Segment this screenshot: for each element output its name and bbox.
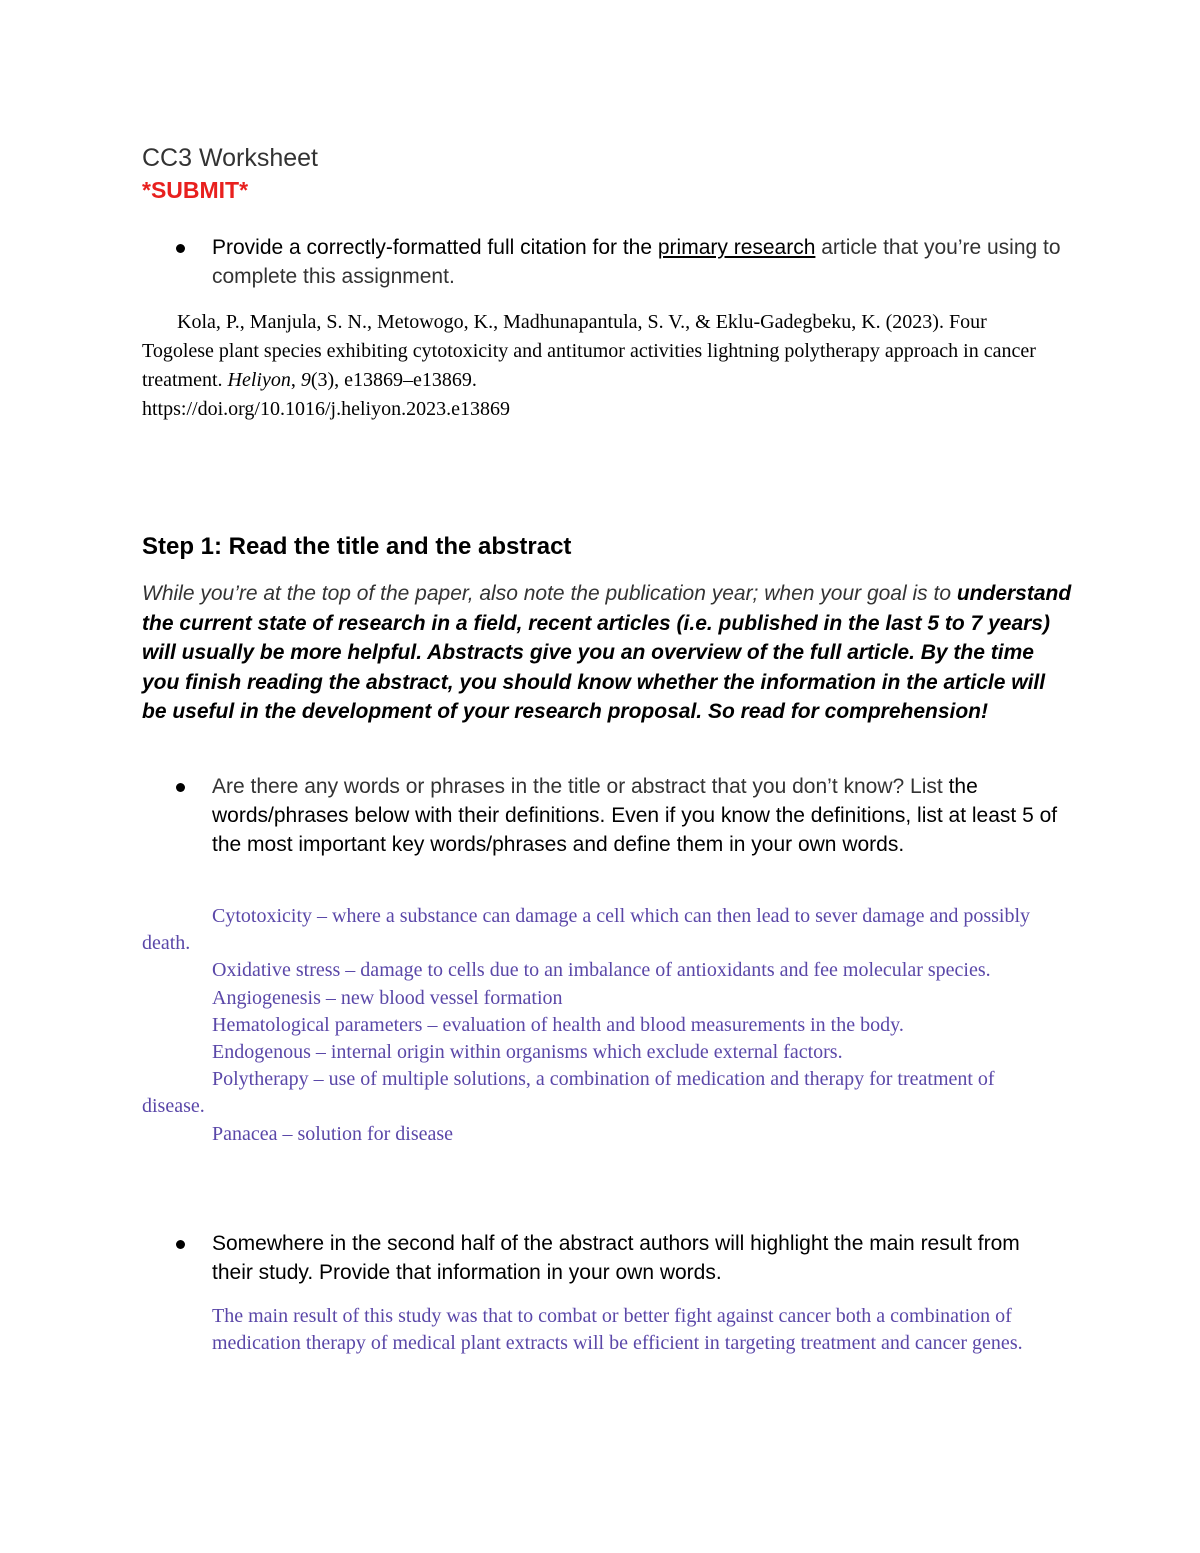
citation-text — [142, 308, 1042, 395]
citation-journal: Heliyon — [227, 369, 291, 391]
definition-text: Hematological parameters – evaluation of health and blood measurements in the body. — [212, 1013, 904, 1036]
definition-item — [142, 1039, 1062, 1066]
definition-item — [142, 903, 1062, 957]
definition-text: Cytotoxicity – where a substance can damage a cell which can then lead to sever damage and possibly death. — [142, 905, 1031, 955]
bullet-icon — [176, 244, 185, 253]
step1-heading: Step 1: Read the title and the abstract — [142, 533, 572, 560]
citation-volume: 9 — [300, 369, 311, 391]
result-question: Somewhere in the second half of the abstract authors will highlight the main result from their study. Provide that information in your own words. — [212, 1232, 1020, 1284]
citation-block — [142, 308, 1042, 424]
citation-separator: , — [290, 369, 301, 391]
definition-item — [142, 985, 1062, 1012]
citation-doi: https://doi.org/10.1016/j.heliyon.2023.e13869 — [142, 398, 510, 420]
step1-intro-light: While you’re at the top of the paper, also note the publication year; when your goal is to — [142, 582, 957, 605]
definition-item — [142, 957, 1062, 984]
citation-prompt-after: article that you’re using to complete this assignment. — [212, 236, 1061, 288]
bullet-icon — [176, 783, 185, 792]
definition-item — [142, 1066, 1062, 1120]
citation-authors: Kola, P., Manjula, S. N., Metowogo, K., Madhunapantula, S. V., & Eklu-Gadegbeku, K. (2023). Four Togolese plant species exhibiting cytotoxicity and antitumor activities lightning polytherapy approach in cancer treatment. — [142, 311, 1036, 391]
citation-prompt-underlined: primary research — [657, 236, 816, 259]
main-result-answer: The main result of this study was that to combat or better fight against cancer both a combination of medication therapy of medical plant extracts will be efficient in targeting treatment and cancer genes. — [212, 1305, 1023, 1355]
definition-text: Polytherapy – use of multiple solutions, a combination of medication and therapy for treatment of disease. — [142, 1068, 995, 1118]
submit-label: *SUBMIT* — [142, 177, 249, 203]
words-question-regular: the words/phrases below with their definitions. Even if you know the definitions, list at least 5 of the most important key words/phrases and define them in your own words. — [212, 775, 1058, 856]
words-question — [212, 772, 1062, 859]
definition-item — [142, 1012, 1062, 1039]
step1-intro-bold: understand the current state of research in a field, recent articles (i.e. published in the last 5 to 7 years) will usually be more helpful. Abstracts give you an overview of the full article. By the time you finish reading the abstract, you should know whether the information in the article will be useful in the development of your research proposal. So read for comprehension! — [142, 582, 1072, 723]
definition-item — [142, 1121, 1062, 1148]
citation-issue-pages: (3), e13869–e13869. — [310, 369, 477, 391]
citation-prompt-before: Provide a correctly-formatted full citation for the — [212, 236, 658, 259]
worksheet-title: CC3 Worksheet — [142, 144, 318, 172]
words-question-light: Are there any words or phrases in the title or abstract that you don’t know? List — [212, 775, 949, 798]
citation-prompt — [212, 233, 1062, 291]
bullet-icon — [176, 1240, 185, 1249]
definition-text: Oxidative stress – damage to cells due to an imbalance of antioxidants and fee molecular species. — [212, 959, 991, 982]
step1-intro — [142, 579, 1072, 727]
definition-text: Angiogenesis – new blood vessel formation — [212, 986, 563, 1009]
definition-text: Panacea – solution for disease — [212, 1122, 454, 1145]
definition-text: Endogenous – internal origin within organisms which exclude external factors. — [212, 1041, 843, 1064]
definitions-list — [142, 903, 1062, 1148]
